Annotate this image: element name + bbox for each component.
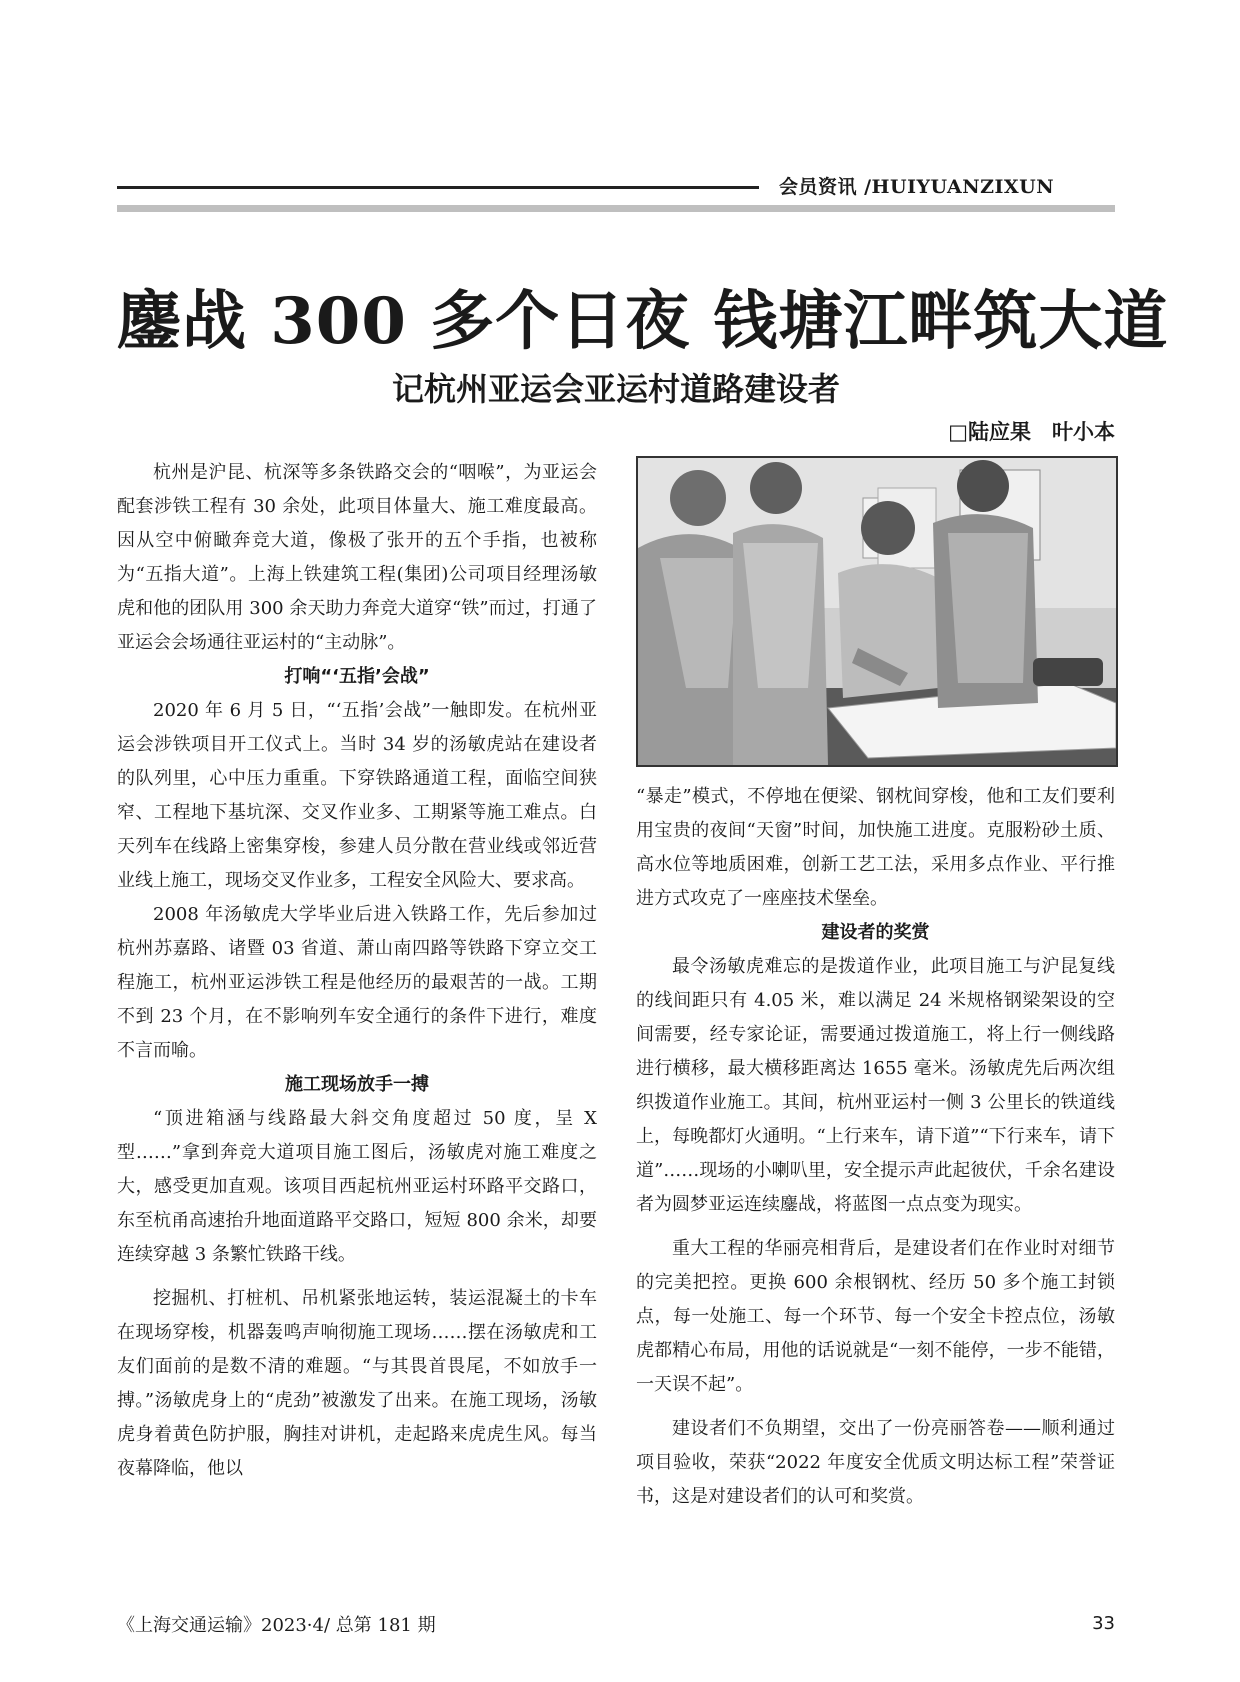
section-label: 会员资讯 /HUIYUANZIXUN (779, 176, 1055, 198)
header-rule (117, 186, 759, 189)
section-heading: 建设者的奖赏 (821, 922, 930, 943)
article-byline: □陆应果 叶小本 (948, 420, 1115, 444)
paragraph: 2020 年 6 月 5 日，“‘五指’会战”一触即发。在杭州亚运会涉铁项目开工仪式上。当时 34 岁的汤敏虎站在建设者的队列里，心中压力重重。下穿铁路通道工程，面临空间狭窄、工程地下基坑深、交叉作业多、工期紧等施工难点。白天列车在线路上密集穿梭，参建人员分散在营业线或邻近营业线上施工，现场交叉作业多，工程安全风险大、要求高。 (117, 700, 597, 891)
section-header (117, 172, 1115, 212)
paragraph: 建设者们不负期望，交出了一份亮丽答卷——顺利通过项目验收，荣获“2022 年度安全优质文明达标工程”荣誉证书，这是对建设者们的认可和奖赏。 (636, 1418, 1115, 1507)
right-column (636, 780, 1115, 1514)
header-band (117, 205, 1115, 212)
page-number: 33 (1092, 1613, 1115, 1634)
journal-footer: 《上海交通运输》2023·4/ 总第 181 期 (117, 1615, 436, 1636)
paragraph: “暴走”模式，不停地在便梁、钢枕间穿梭，他和工友们要利用宝贵的夜间“天窗”时间，加快施工进度。克服粉砂土质、高水位等地质困难，创新工艺工法，采用多点作业、平行推进方式攻克了一座座技术堡垒。 (636, 786, 1115, 909)
paragraph: 重大工程的华丽亮相背后，是建设者们在作业时对细节的完美把控。更换 600 余根钢枕、经历 50 多个施工封锁点，每一处施工、每一个环节、每一个安全卡控点位，汤敏虎都精心布局，用他的话说就是“一刻不能停，一步不能错，一天误不起”。 (636, 1238, 1115, 1395)
article-photo (636, 456, 1118, 767)
article-title: 鏖战 300 多个日夜 钱塘江畔筑大道 (117, 284, 1169, 359)
paragraph: 杭州是沪昆、杭深等多条铁路交会的“咽喉”，为亚运会配套涉铁工程有 30 余处，此项目体量大、施工难度最高。因从空中俯瞰奔竞大道，像极了张开的五个手指，也被称为“五指大道”。上海上铁建筑工程(集团)公司项目经理汤敏虎和他的团队用 300 余天助力奔竞大道穿“铁”而过，打通了亚运会会场通往亚运村的“主动脉”。 (117, 462, 597, 653)
section-heading: 施工现场放手一搏 (285, 1074, 429, 1095)
paragraph: 挖掘机、打桩机、吊机紧张地运转，装运混凝土的卡车在现场穿梭，机器轰鸣声响彻施工现场……摆在汤敏虎和工友们面前的是数不清的难题。“与其畏首畏尾，不如放手一搏。”汤敏虎身上的“虎劲”被激发了出来。在施工现场，汤敏虎身着黄色防护服，胸挂对讲机，走起路来虎虎生风。每当夜幕降临，他以 (117, 1288, 597, 1479)
article-subtitle: 记杭州亚运会亚运村道路建设者 (391, 370, 840, 408)
left-column (117, 456, 597, 1486)
paragraph: 最令汤敏虎难忘的是拨道作业，此项目施工与沪昆复线的线间距只有 4.05 米，难以满足 24 米规格钢梁架设的空间需要，经专家论证，需要通过拨道施工，将上行一侧线路进行横移，最大横移距离达 1655 毫米。汤敏虎先后两次组织拨道作业施工。其间，杭州亚运村一侧 3 公里长的铁道线上，每晚都灯火通明。“上行来车，请下道”“下行来车，请下道”……现场的小喇叭里，安全提示声此起彼伏，千余名建设者为圆梦亚运连续鏖战，将蓝图一点点变为现实。 (636, 956, 1115, 1215)
section-heading: 打响“‘五指’会战” (284, 666, 430, 687)
photo-illustration (638, 458, 1116, 765)
paragraph: 2008 年汤敏虎大学毕业后进入铁路工作，先后参加过杭州苏嘉路、诸暨 03 省道、萧山南四路等铁路下穿立交工程施工，杭州亚运涉铁工程是他经历的最艰苦的一战。工期不到 23 个月，在不影响列车安全通行的条件下进行，难度不言而喻。 (117, 904, 597, 1061)
paragraph: “顶进箱涵与线路最大斜交角度超过 50 度，呈 X 型……”拿到奔竞大道项目施工图后，汤敏虎对施工难度之大，感受更加直观。该项目西起杭州亚运村环路平交路口，东至杭甬高速抬升地面道路平交路口，短短 800 余米，却要连续穿越 3 条繁忙铁路干线。 (117, 1108, 597, 1265)
